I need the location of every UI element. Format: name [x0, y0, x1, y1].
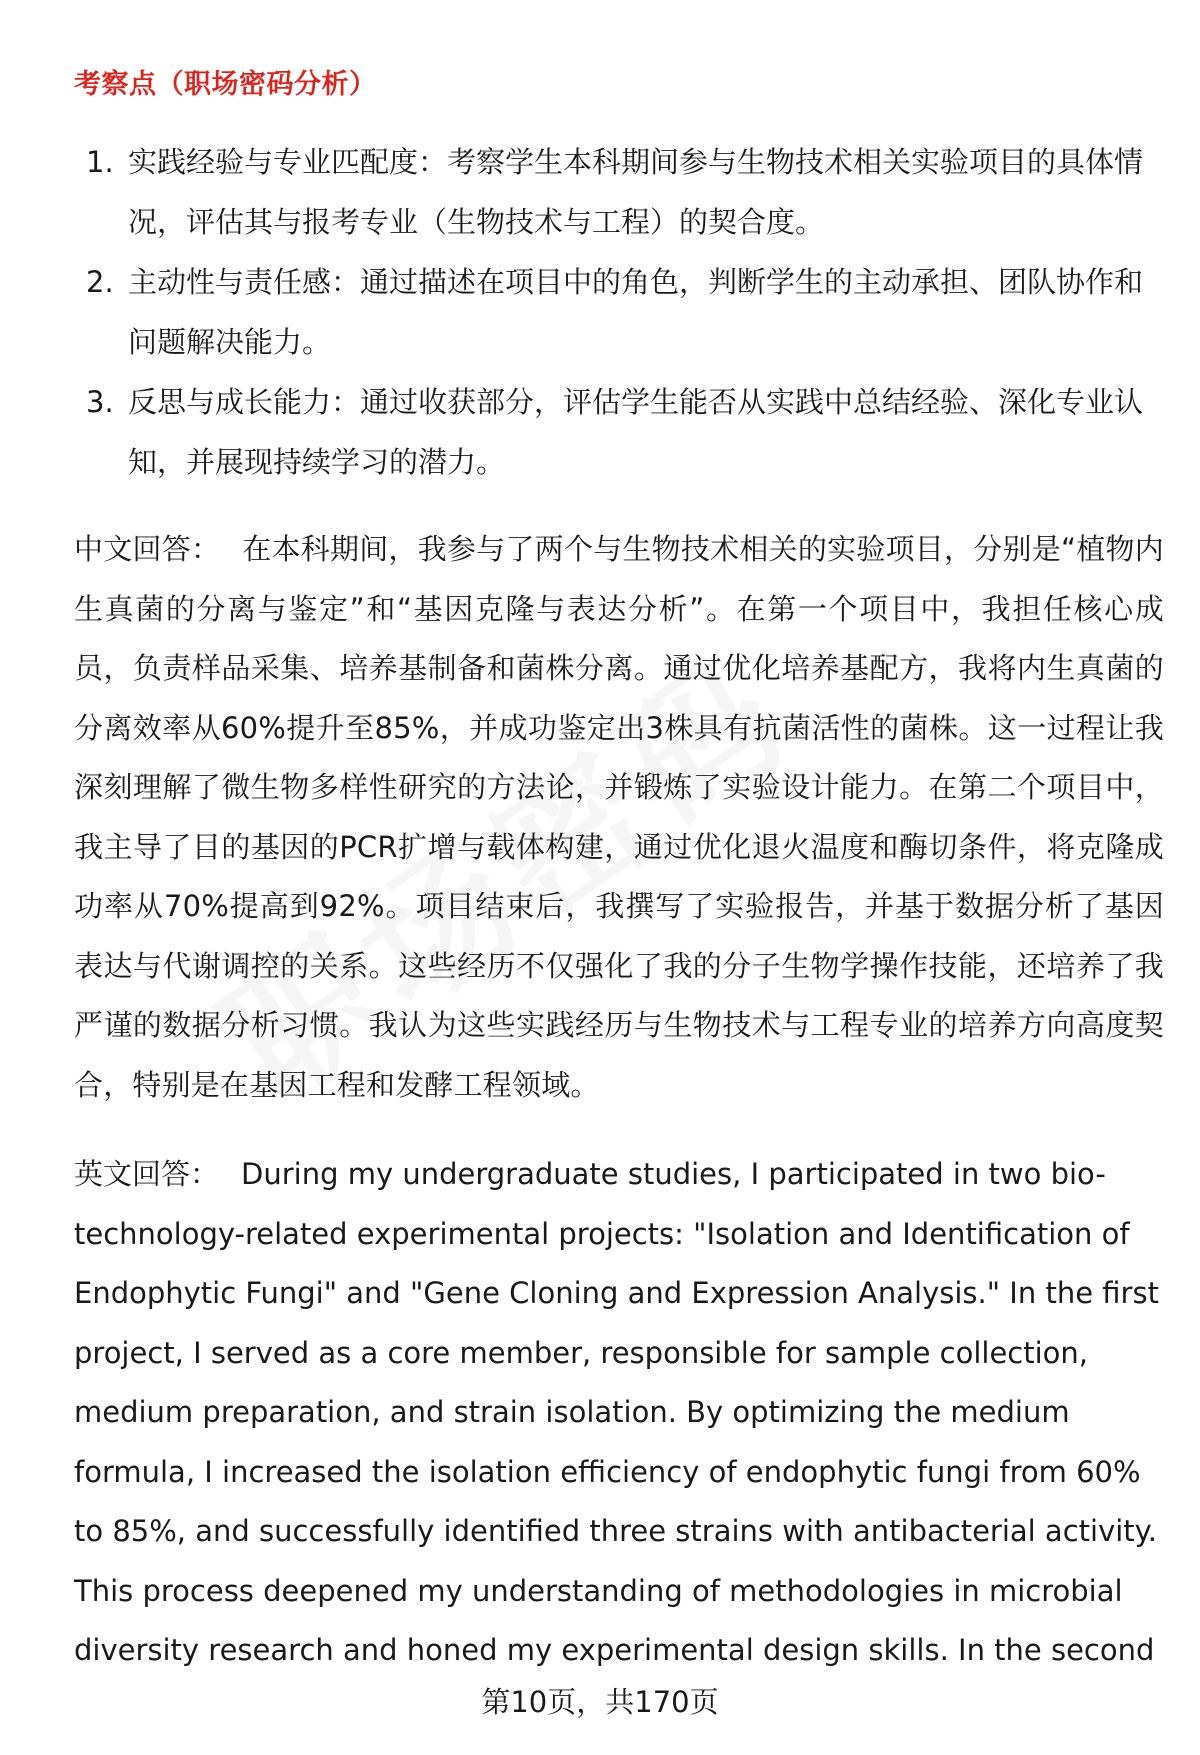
list-item	[74, 132, 1154, 252]
section-title: 考察点（职场密码分析）	[74, 69, 377, 100]
chinese-answer-paragraph	[74, 520, 1164, 1115]
english-answer-paragraph	[74, 1145, 1164, 1681]
list-number: 1.	[86, 145, 114, 179]
chinese-answer-text: 在本科期间，我参与了两个与生物技术相关的实验项目，分别是“植物内生真菌的分离与鉴定”和“基因克隆与表达分析”。在第一个项目中，我担任核心成员，负责样品采集、培养基制备和菌株分离。通过优化培养基配方，我将内生真菌的分离效率从60%提升至85%，并成功鉴定出3株具有抗菌活性的菌株。这一过程让我深刻理解了微生物多样性研究的方法论，并锻炼了实验设计能力。在第二个项目中，我主导了目的基因的PCR扩增与载体构建，通过优化退火温度和酶切条件，将克隆成功率从70%提高到92%。项目结束后，我撰写了实验报告，并基于数据分析了基因表达与代谢调控的关系。这些经历不仅强化了我的分子生物学操作技能，还培养了我严谨的数据分析习惯。我认为这些实践经历与生物技术与工程专业的培养方向高度契合，特别是在基因工程和发酵工程领域。	[74, 532, 1164, 1102]
list-text: 实践经验与专业匹配度：考察学生本科期间参与生物技术相关实验项目的具体情况，评估其与报考专业（生物技术与工程）的契合度。	[128, 145, 1144, 239]
list-number: 3.	[86, 385, 114, 419]
chinese-answer-label: 中文回答：	[74, 532, 221, 566]
english-answer-text: During my undergraduate studies, I participated in two bio-technology-related experimental projects: "Isolation and Identification of Endophytic Fungi" and "Gene Cloning and Expression Analysis." In the first project, I served as a core member, responsible for sample collection, medium preparation, and strain isolation. By optimizing the medium formula, I increased the isolation efficiency of endophytic fungi from 60% to 85%, and successfully identified three strains with antibacterial activity. This process deepened my understanding of methodologies in microbial diversity research and honed my experimental design skills. In the second	[74, 1157, 1159, 1667]
page-number-footer: 第10页，共170页	[481, 1685, 719, 1719]
list-item	[74, 372, 1154, 492]
english-answer-label: 英文回答：	[74, 1157, 220, 1191]
list-text: 主动性与责任感：通过描述在项目中的角色，判断学生的主动承担、团队协作和问题解决能力。	[128, 265, 1144, 359]
list-item	[74, 252, 1154, 372]
list-number: 2.	[86, 265, 114, 299]
list-text: 反思与成长能力：通过收获部分，评估学生能否从实践中总结经验、深化专业认知，并展现持续学习的潜力。	[128, 385, 1144, 479]
assessment-points-list	[74, 132, 1154, 492]
